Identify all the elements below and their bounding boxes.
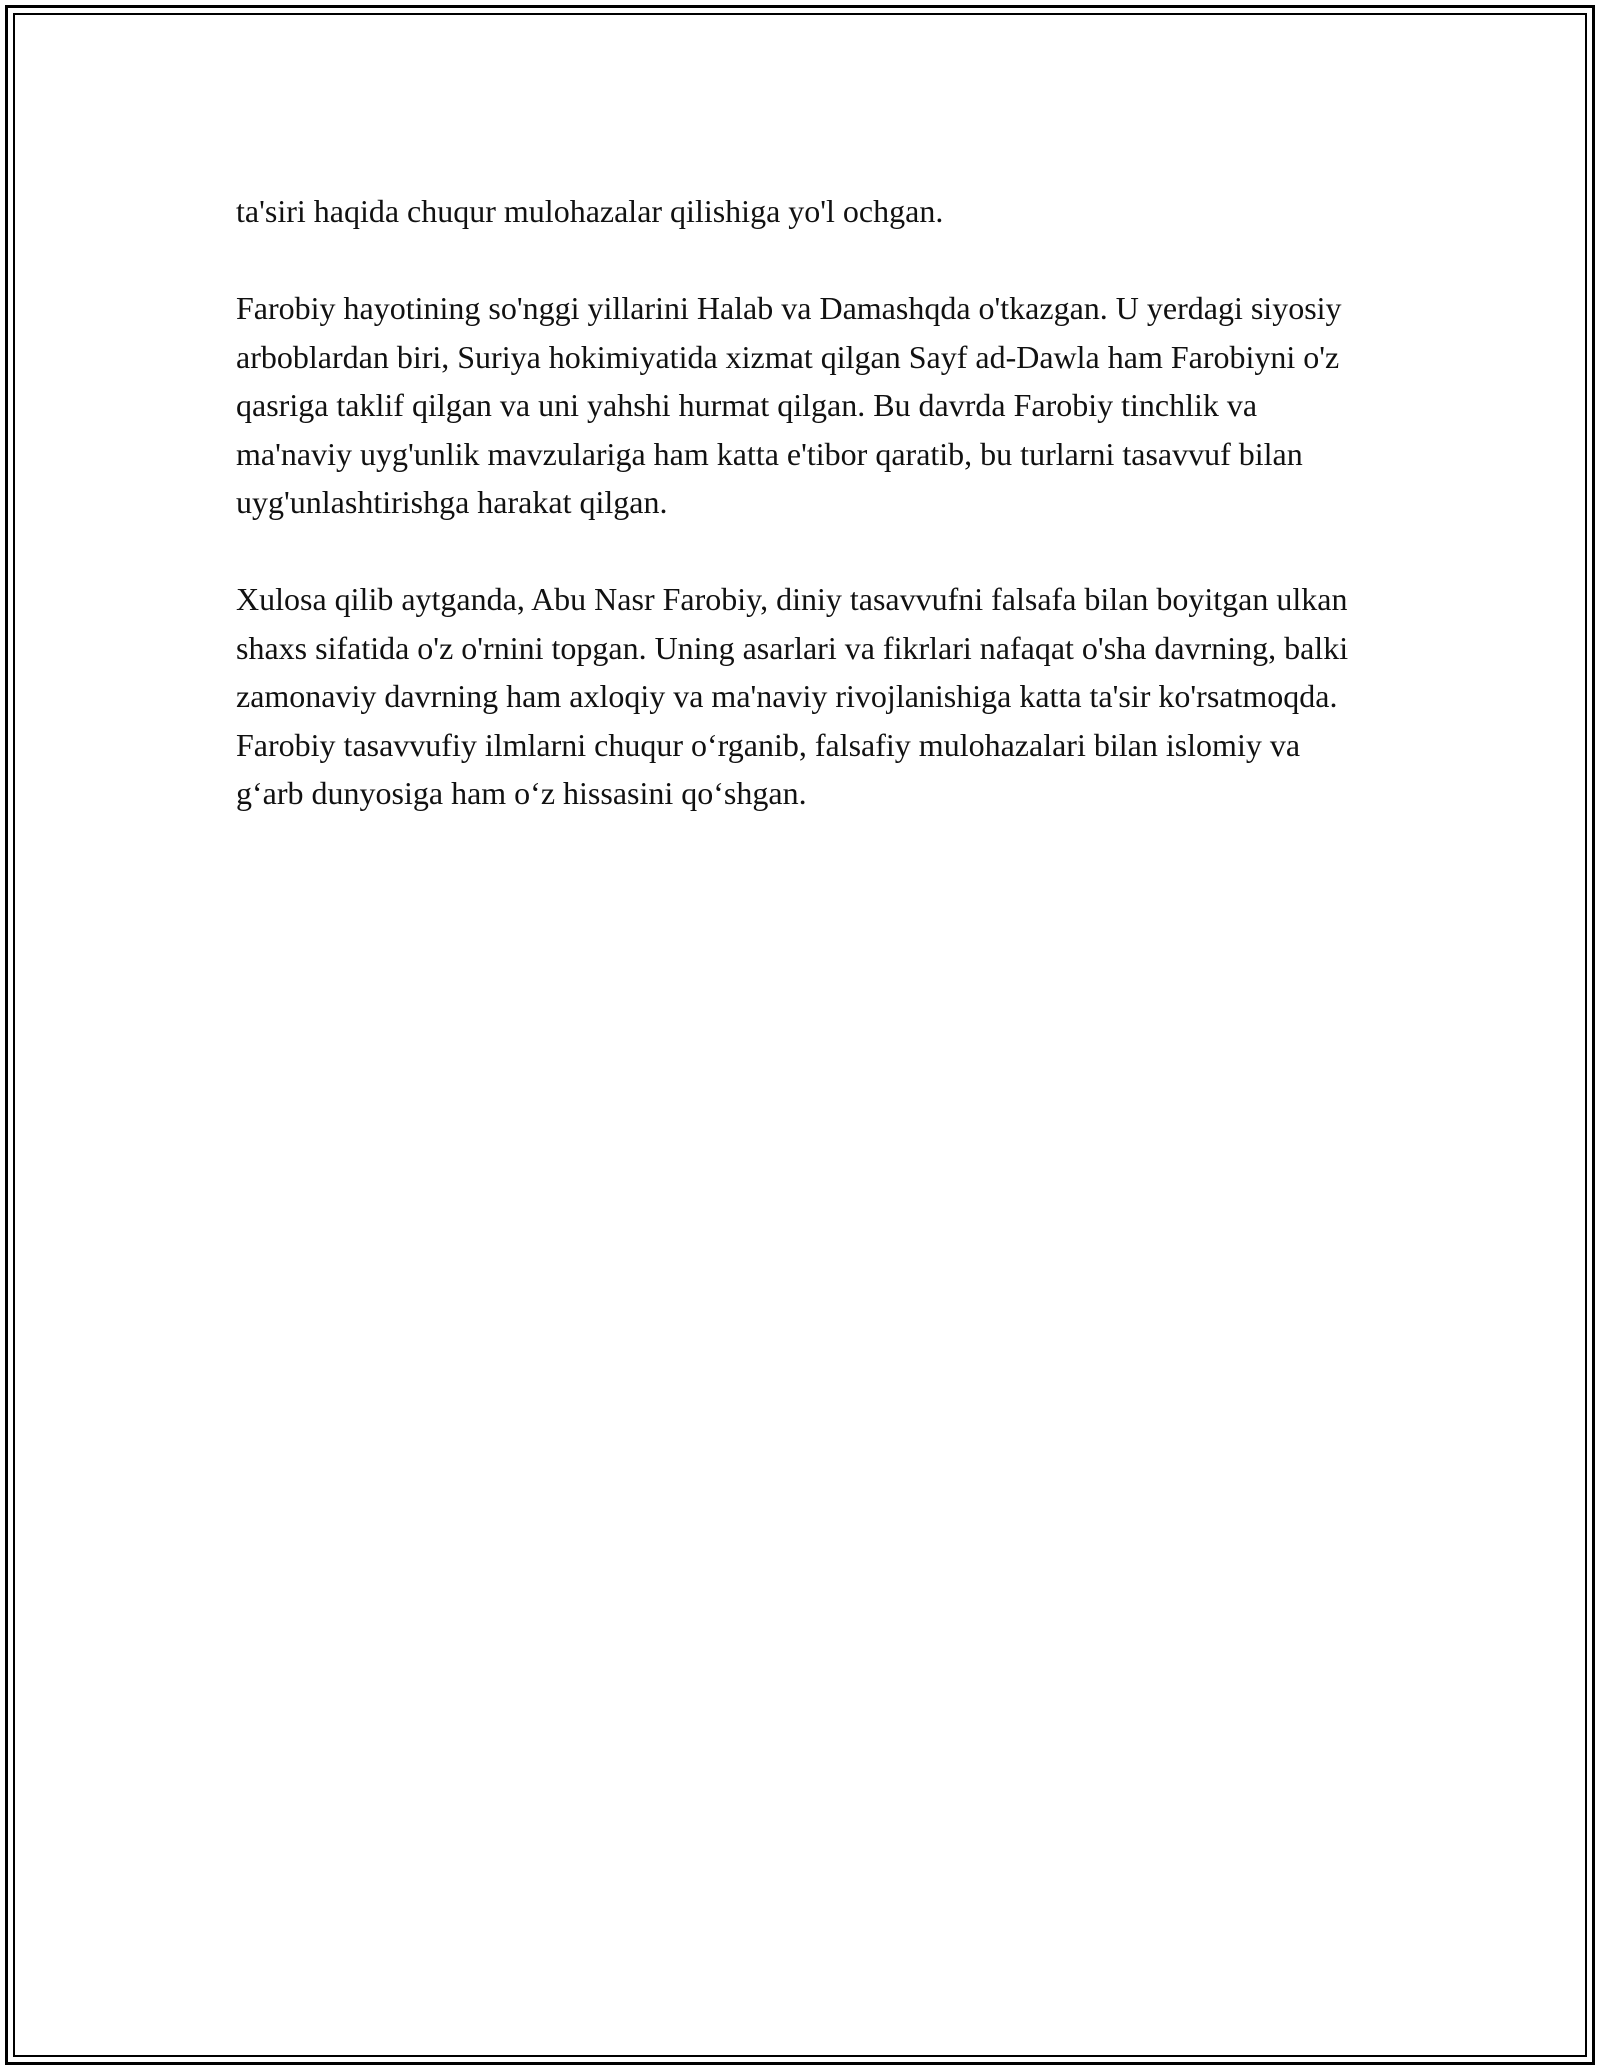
paragraph-conclusion: Xulosa qilib aytganda, Abu Nasr Farobiy, diniy tasavvufni falsafa bilan boyitgan ulkan shaxs sifatida o'z o'rnini topgan. Uning asarlari va fikrlari nafaqat o'sha davrning, balki zamonaviy davrning ham axloqiy va ma'naviy rivojlanishiga katta ta'sir ko'rsatmoqda. Farobiy tasavvufiy ilmlarni chuqur o‘rganib, falsafiy mulohazalari bilan islomiy va g‘arb dunyosiga ham o‘z hissasini qo‘shgan. bbox=[236, 581, 1349, 811]
paragraph-late-years: Farobiy hayotining so'nggi yillarini Halab va Damashqda o'tkazgan. U yerdagi siyosiy arboblardan biri, Suriya hokimiyatida xizmat qilgan Sayf ad-Dawla ham Farobiyni o'z qasriga taklif qilgan va uni yahshi hurmat qilgan. Bu davrda Farobiy tinchlik va ma'naviy uyg'unlik mavzulariga ham katta e'tibor qaratib, bu turlarni tasavvuf bilan uyg'unlashtirishga harakat qilgan. bbox=[236, 290, 1342, 520]
document-body bbox=[236, 187, 1366, 866]
paragraph-continuation: ta'siri haqida chuqur mulohazalar qilishiga yo'l ochgan. bbox=[236, 193, 944, 229]
